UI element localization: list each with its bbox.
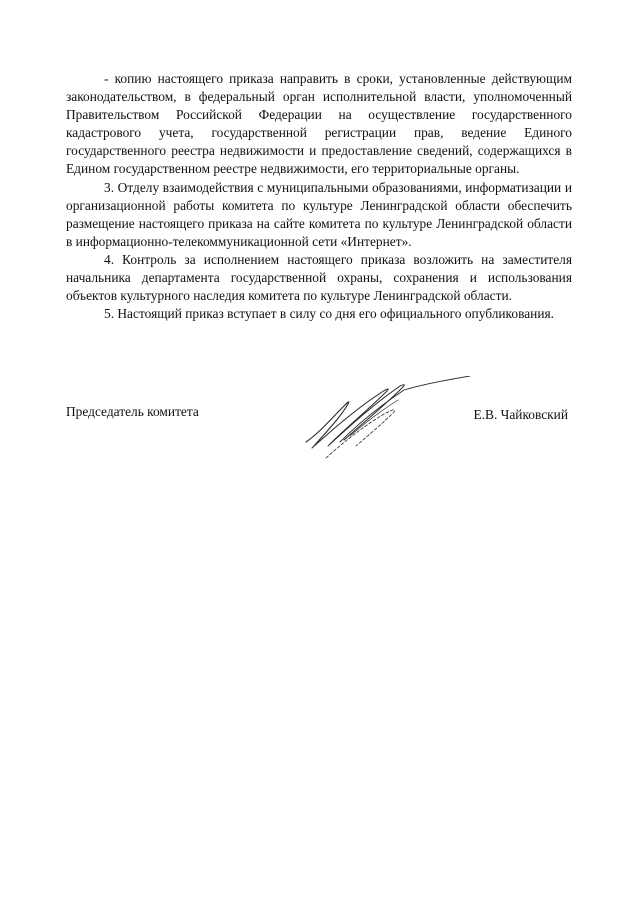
handwritten-signature-icon: [304, 376, 474, 460]
paragraph-item-4: 4. Контроль за исполнением настоящего приказа возложить на заместителя начальника департамента государственной охраны, сохранения и использования объектов культурного наследия комитета по культуре Ленинградской области.: [66, 251, 572, 304]
signer-position: Председатель комитета: [66, 404, 199, 419]
paragraph-item-3: 3. Отделу взаимодействия с муниципальными образованиями, информатизации и организационной работы комитета по культуре Ленинградской области обеспечить размещение настоящего приказа на сайте комитета по культуре Ленинградской области в информационно-телекоммуникационной сети «Интернет».: [66, 179, 572, 249]
signature-block: [66, 400, 572, 470]
paragraph-copy-distribution: - копию настоящего приказа направить в сроки, установленные действующим законодательством, в федеральный орган исполнительной власти, уполномоченный Правительством Российской Федерации на осуществление государственного кадастрового учета, государственной регистрации прав, ведение Единого государственного реестра недвижимости и предоставление сведений, содержащихся в Едином государственном реестре недвижимости, его территориальные органы.: [66, 71, 572, 177]
paragraph-item-5: 5. Настоящий приказ вступает в силу со дня его официального опубликования.: [104, 306, 554, 322]
signer-name: Е.В. Чайковский: [473, 407, 568, 422]
document-body: [66, 70, 572, 323]
